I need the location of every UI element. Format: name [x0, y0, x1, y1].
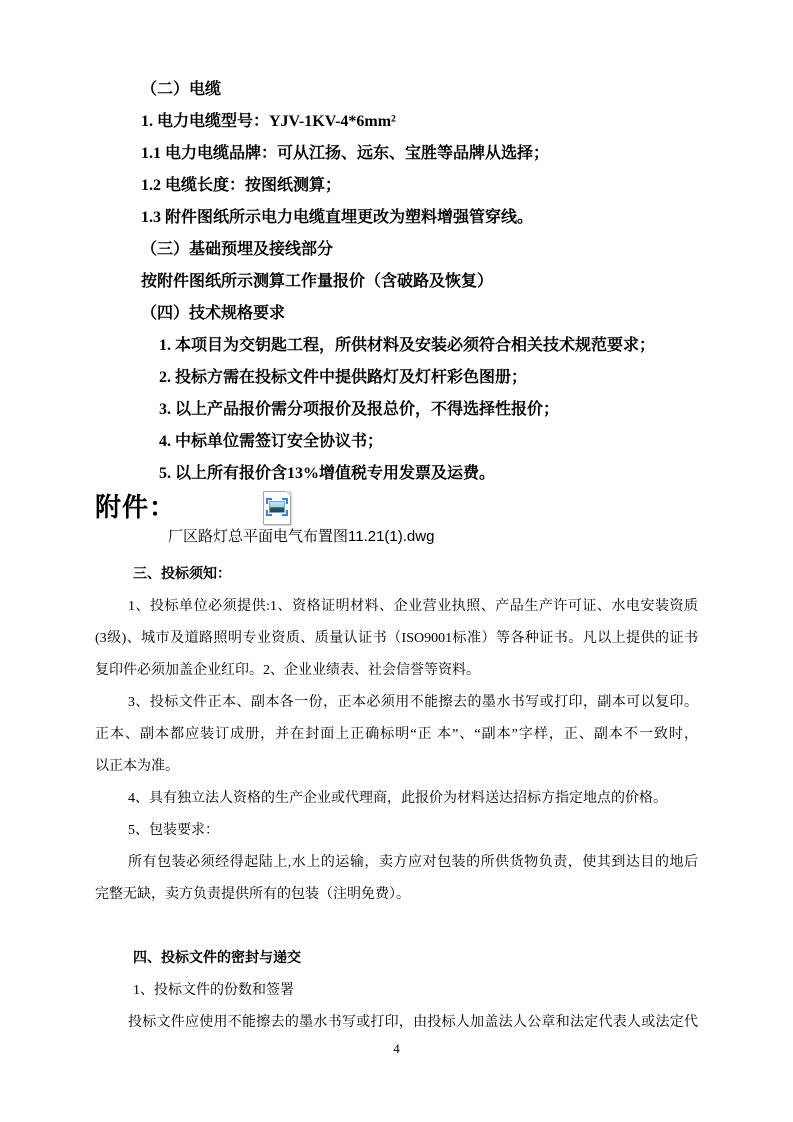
line-bid-notes-3a: 3、投标文件正本、副本各一份，正本必须用不能擦去的墨水书写或打印，副本可以复印。: [128, 695, 698, 710]
blank-line: [95, 911, 698, 943]
attachment-row: [95, 490, 698, 526]
line-cable-length: 1.2 电缆长度：按图纸测算；: [141, 177, 342, 194]
image-selection-frame: [266, 498, 288, 516]
page-number: 4: [393, 1041, 400, 1056]
line-tech-req-5: 5. 以上所有报价含13%增值税专用发票及运费。: [159, 465, 496, 482]
line-cable-brand: 1.1 电力电缆品牌：可从江扬、远东、宝胜等品牌从选择；: [141, 145, 550, 162]
line-bid-notes-4: 4、具有独立法人资格的生产企业或代理商，此报价为材料送达招标方指定地点的价格。: [128, 791, 667, 806]
line-bid-notes-1c: 复印件必须加盖企业红印。2、企业业绩表、社会信誉等资料。: [95, 663, 480, 678]
line-packing-b: 完整无缺，卖方负责提供所有的包装（注明免费）。: [95, 887, 410, 902]
image-file-icon[interactable]: [263, 491, 291, 525]
line-sec4-heading: （四）技术规格要求: [141, 305, 286, 322]
page-fold-corner: [285, 491, 291, 497]
selection-corner-icon: [266, 498, 272, 504]
line-bid-notes-5: 5、包装要求：: [128, 823, 219, 838]
line-packing-a: 所有包装必须经得起陆上,水上的运输，卖方应对包装的所供货物负责，使其到达目的地后: [128, 855, 698, 870]
line-tech-req-3: 3. 以上产品报价需分项报价及报总价，不得选择性报价；: [159, 401, 560, 418]
line-seal-item1: 1、投标文件的份数和签署: [133, 983, 294, 998]
line-bid-notes-1a: 1、投标单位必须提供:1、资格证明材料、企业营业执照、产品生产许可证、水电安装资质: [128, 599, 698, 614]
line-sec3-pricing: 按附件图纸所示测算工作量报价（含破路及恢复）: [141, 273, 494, 290]
attachment-label: 附件：: [95, 493, 177, 522]
attachment-filename[interactable]: 厂区路灯总平面电气布置图11.21(1).dwg: [168, 528, 435, 545]
line-bid-notes-3b: 正本、副本都应装订成册，并在封面上正确标明“正 本”、“副本”字样，正、副本不一致时，: [95, 727, 698, 742]
line-bid-notes-1b: (3级)、城市及道路照明专业资质、质量认证书（ISO9001标准）等各种证书。凡以上提供的证书: [95, 631, 698, 646]
line-seal-para: 投标文件应使用不能擦去的墨水书写或打印，由投标人加盖法人公章和法定代表人或法定代: [128, 1015, 698, 1030]
line-tech-req-1: 1. 本项目为交钥匙工程，所供材料及安装必须符合相关技术规范要求；: [159, 337, 656, 354]
line-bid-notes-3c: 以正本为准。: [95, 759, 179, 774]
line-tech-req-4: 4. 中标单位需签订安全协议书；: [159, 433, 384, 450]
line-sec2-heading: （二）电缆: [141, 81, 222, 98]
line-cable-conduit: 1.3 附件图纸所示电力电缆直埋更改为塑料增强管穿线。: [141, 209, 534, 226]
line-seal-heading: 四、投标文件的密封与递交: [133, 951, 301, 966]
line-cable-model: 1. 电力电缆型号：YJV-1KV-4*6mm²: [141, 113, 396, 130]
line-bid-notes-heading: 三、投标须知：: [133, 567, 231, 582]
line-sec3-heading: （三）基础预埋及接线部分: [141, 241, 334, 258]
spacer: [95, 548, 698, 559]
selection-corner-icon: [282, 510, 288, 516]
selection-corner-icon: [282, 498, 288, 504]
selection-corner-icon: [266, 510, 272, 516]
line-tech-req-2: 2. 投标方需在投标文件中提供路灯及灯杆彩色图册；: [159, 369, 528, 386]
